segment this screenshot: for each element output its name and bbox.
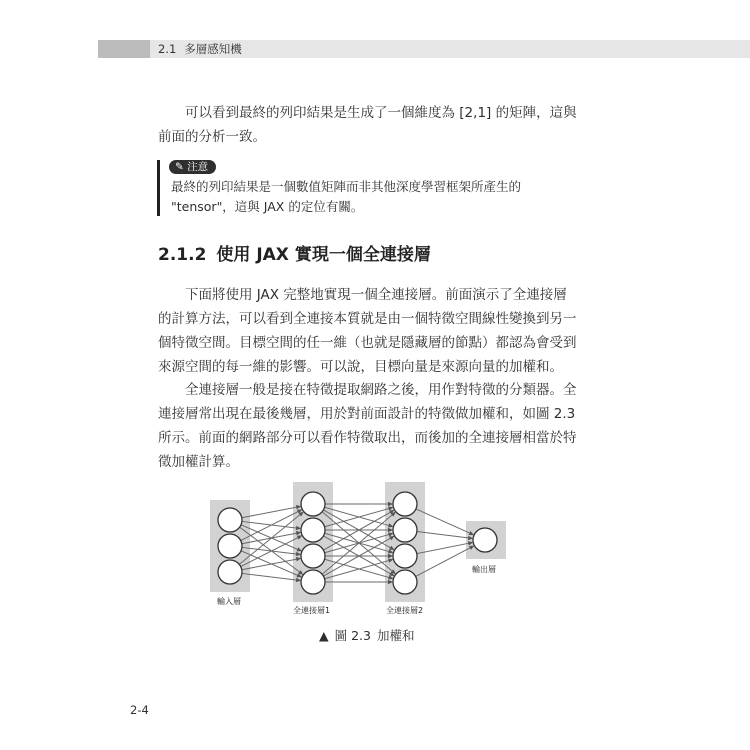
connection-input-1-to-fc1-2 — [242, 521, 298, 528]
neuron-fc2-3 — [393, 544, 417, 568]
neuron-fc1-4 — [301, 570, 325, 594]
network-svg — [200, 480, 520, 625]
caption-number: 圖 2.3 — [334, 628, 371, 643]
label-output-layer: 輸出層 — [472, 565, 496, 574]
note-box — [157, 160, 580, 216]
neuron-output-1 — [473, 528, 497, 552]
figure-network-diagram — [200, 480, 520, 625]
running-header-tab — [98, 40, 150, 58]
section-heading — [158, 243, 431, 267]
paragraph-result: 可以看到最終的列印結果是生成了一個維度為 [2,1] 的矩陣，這與前面的分析一致。 — [158, 105, 577, 145]
note-text: 最終的列印結果是一個數值矩陣而非其他深度學習框架所產生的 "tensor"，這與 JAX 的定位有關。 — [171, 179, 522, 214]
label-fc1-layer: 全連接層1 — [293, 606, 331, 615]
caption-title: 加權和 — [376, 628, 415, 643]
page-number: 2-4 — [130, 703, 149, 717]
caption-marker: ▲ — [319, 628, 329, 643]
running-header — [158, 41, 250, 57]
section-number: 2.1.2 — [158, 245, 207, 265]
label-input-layer: 輸入層 — [217, 597, 241, 606]
neuron-input-1 — [218, 508, 242, 532]
section-title: 使用 JAX 實現一個全連接層 — [216, 245, 431, 265]
header-section-title: 多層感知機 — [184, 42, 242, 56]
label-fc2-layer: 全連接層2 — [386, 606, 424, 615]
figure-caption — [319, 628, 421, 644]
connection-input-3-to-fc1-4 — [242, 573, 298, 580]
neuron-fc1-3 — [301, 544, 325, 568]
neuron-fc1-2 — [301, 518, 325, 542]
paragraph-fc-usage: 全連接層一般是接在特徵提取網路之後，用作對特徵的分類器。全連接層常出現在最後幾層，用於對前面設計的特徵做加權和，如圖 2.3 所示。前面的網路部分可以看作特徵取出，而後加的全連接層相當於特徵加權計算。 — [158, 382, 577, 470]
neuron-fc1-1 — [301, 492, 325, 516]
neuron-fc2-1 — [393, 492, 417, 516]
note-badge: ✎ 注意 — [169, 160, 216, 174]
neuron-input-2 — [218, 534, 242, 558]
neuron-input-3 — [218, 560, 242, 584]
header-section-number: 2.1 — [158, 42, 177, 56]
neuron-fc2-2 — [393, 518, 417, 542]
paragraph-fc-intro: 下面將使用 JAX 完整地實現一個全連接層。前面演示了全連接層的計算方法，可以看到全連接本質就是由一個特徵空間線性變換到另一個特徵空間。目標空間的任一維（也就是隱藏層的節點）都認為會受到來源空間的每一維的影響。可以說，目標向量是來源向量的加權和。 — [158, 287, 577, 375]
connection-input-2-to-fc1-3 — [242, 547, 298, 554]
neuron-fc2-4 — [393, 570, 417, 594]
